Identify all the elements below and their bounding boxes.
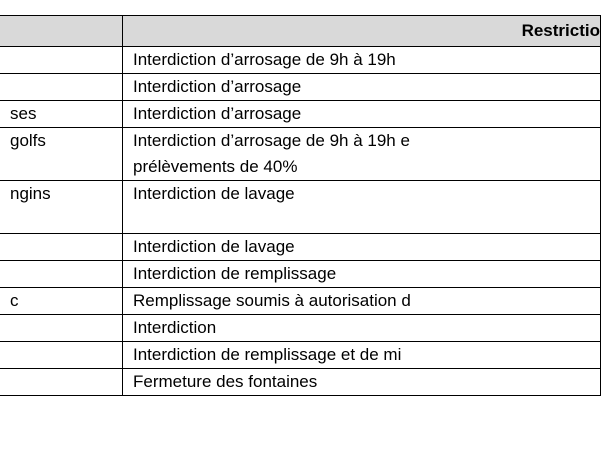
column-header-measure — [0, 16, 123, 47]
restriction-cell: Interdiction de lavage — [123, 181, 601, 234]
row-label-cell — [0, 101, 123, 128]
restriction-line-1: Interdiction d’arrosage de 9h à 19h e — [133, 131, 410, 150]
table-row — [0, 181, 601, 234]
table-row — [0, 101, 601, 128]
restrictions-table — [0, 15, 601, 396]
row-label-cell — [0, 369, 123, 396]
table-row — [0, 47, 601, 74]
restriction-cell: Remplissage soumis à autorisation d — [123, 288, 601, 315]
restriction-cell: Interdiction de lavage — [123, 234, 601, 261]
row-label-cell — [0, 181, 123, 234]
restriction-cell: Fermeture des fontaines — [123, 369, 601, 396]
row-label-cell — [0, 74, 123, 101]
table-row — [0, 128, 601, 181]
row-label-cell — [0, 47, 123, 74]
table-row — [0, 369, 601, 396]
row-label-cell — [0, 234, 123, 261]
restriction-cell — [123, 128, 601, 181]
table-row — [0, 234, 601, 261]
row-label: golfs — [10, 131, 46, 150]
table-row — [0, 261, 601, 288]
row-label-cell — [0, 342, 123, 369]
table-row — [0, 74, 601, 101]
restriction-line-2: prélèvements de 40% — [133, 157, 298, 176]
table-row — [0, 342, 601, 369]
table-row — [0, 288, 601, 315]
restriction-cell: Interdiction — [123, 315, 601, 342]
restriction-cell: Interdiction de remplissage — [123, 261, 601, 288]
row-label-cell — [0, 315, 123, 342]
restriction-cell: Interdiction d’arrosage — [123, 74, 601, 101]
restriction-cell: Interdiction d’arrosage — [123, 101, 601, 128]
table-row — [0, 315, 601, 342]
row-label-cell — [0, 261, 123, 288]
row-label: ses — [10, 104, 37, 123]
table-header-row — [0, 16, 601, 47]
row-label-cell — [0, 128, 123, 181]
row-label: c — [10, 291, 19, 310]
row-label-cell — [0, 288, 123, 315]
row-label: ngins — [10, 184, 51, 203]
restriction-cell: Interdiction de remplissage et de mi — [123, 342, 601, 369]
column-header-restrictions: Restrictio — [123, 16, 601, 47]
restriction-cell: Interdiction d’arrosage de 9h à 19h — [123, 47, 601, 74]
